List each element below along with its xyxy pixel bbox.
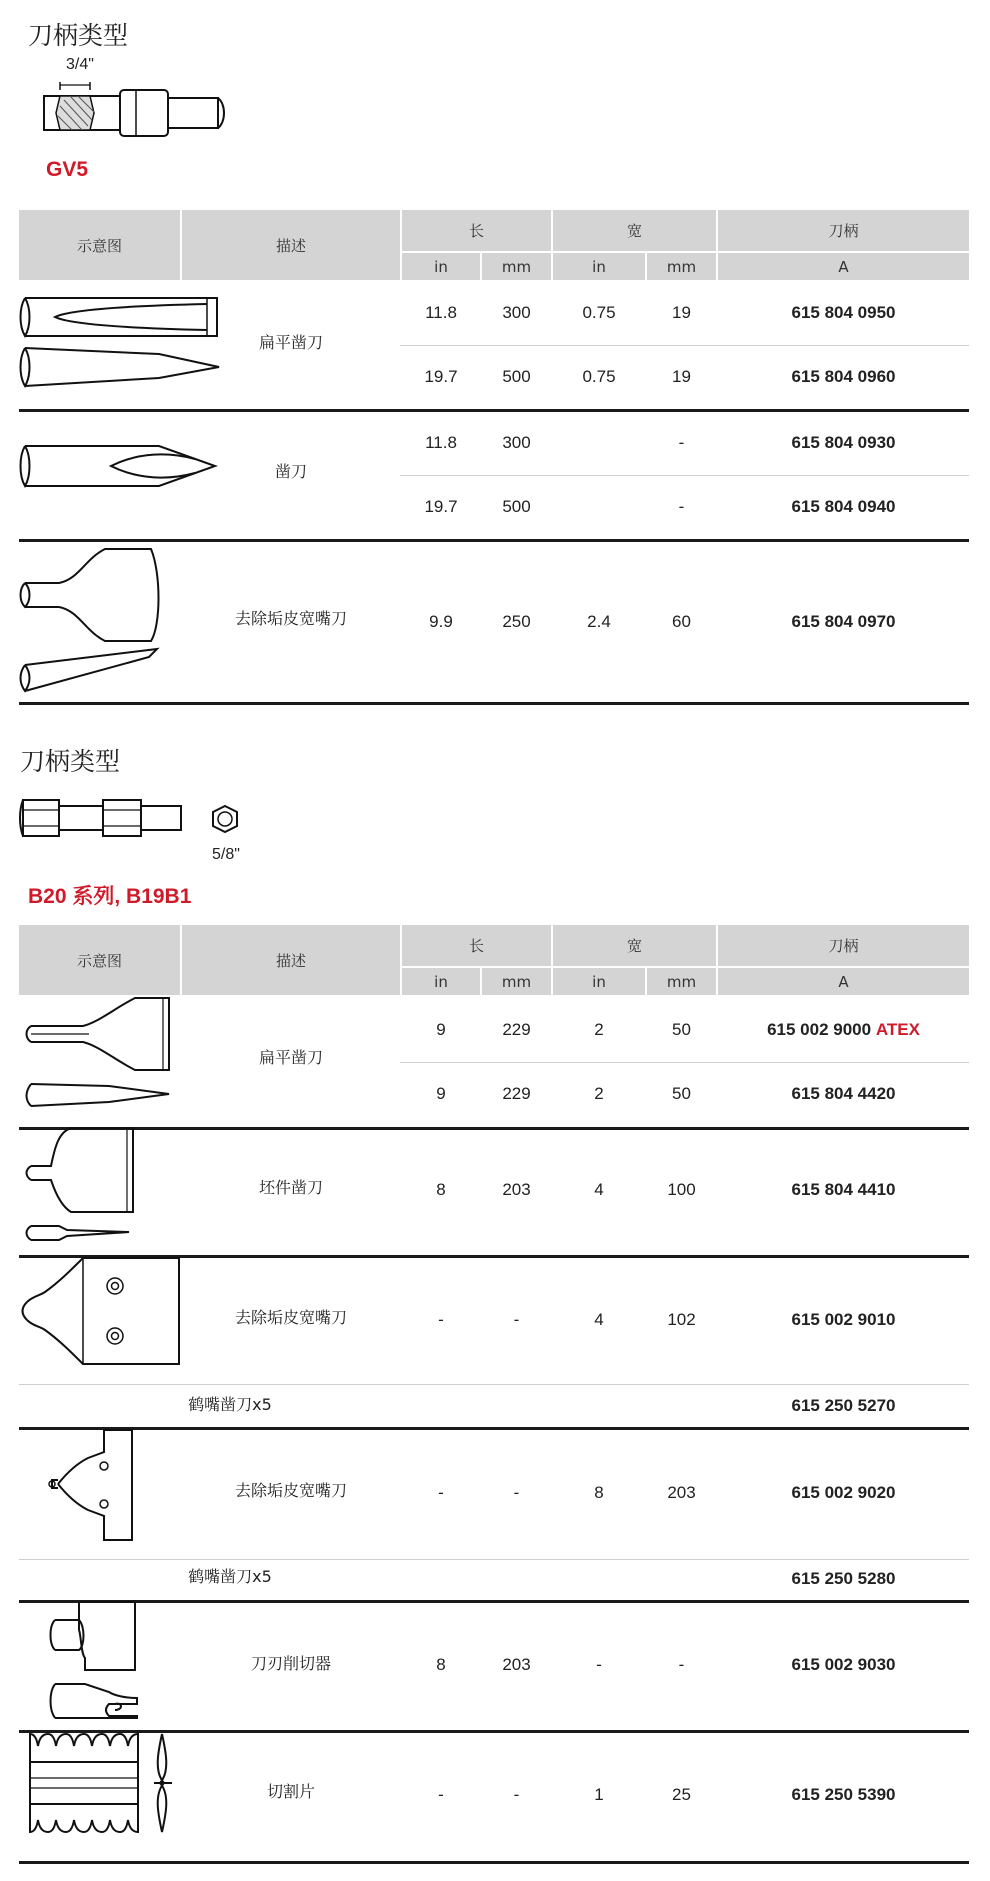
cell-len-mm: - (513, 1785, 520, 1804)
header-width: 宽 (626, 222, 642, 240)
cell-desc: 去除垢皮宽嘴刀 (234, 1480, 347, 1500)
cell-wid-mm: 50 (672, 1084, 691, 1103)
cell-len-in: 19.7 (424, 367, 458, 386)
cell-part: 615 804 4410 (791, 1180, 896, 1199)
row-divider (19, 702, 969, 705)
row-separator (400, 345, 969, 346)
cell-wid-in: 4 (594, 1310, 604, 1329)
header-length-mm-2: mm (501, 972, 532, 991)
cell-wid-mm: 100 (667, 1180, 696, 1199)
cell-len-mm: 300 (502, 303, 531, 322)
row-separator (400, 475, 969, 476)
blank-chisel-illustration (19, 1126, 149, 1246)
header-width-mm: mm (666, 257, 697, 276)
cell-wid-in: 0.75 (582, 303, 616, 322)
cell-wid-mm: - (678, 433, 685, 452)
series-label-b20: B20 系列, B19B1 (28, 885, 192, 908)
cell-part: 615 804 0950 (791, 303, 896, 322)
cell-len-in: 19.7 (424, 497, 458, 516)
cell-part: 615 804 4420 (791, 1084, 896, 1103)
cell-part: 615 804 0940 (791, 497, 896, 516)
header-length-2: 长 (468, 937, 484, 955)
row-separator (19, 1559, 969, 1560)
flat-chisel-illustration-2 (19, 996, 179, 1112)
cell-len-in: - (438, 1483, 444, 1502)
gv5-shank-illustration (38, 76, 228, 142)
cell-part: 615 250 5270 (791, 1396, 896, 1415)
cell-desc: 扁平凿刀 (258, 1047, 323, 1067)
cell-wid-in (553, 428, 645, 458)
cell-len-mm: 250 (502, 612, 531, 631)
cell-len-in: 8 (436, 1180, 446, 1199)
cell-wid-in: 1 (594, 1785, 604, 1804)
cell-wid-mm: - (678, 1655, 685, 1674)
cell-len-in: 11.8 (425, 433, 457, 452)
cell-len-in: 9.9 (429, 612, 453, 631)
cell-part: 615 250 5390 (791, 1785, 896, 1804)
cutting-blade-illustration (24, 1732, 184, 1834)
cell-wid-in (553, 492, 645, 522)
cell-desc: 去除垢皮宽嘴刀 (234, 1307, 347, 1327)
cell-len-mm: 203 (502, 1655, 531, 1674)
cell-part: 615 250 5280 (791, 1569, 896, 1588)
edge-cutter-illustration (19, 1600, 149, 1720)
b20-shank-illustration (19, 796, 249, 846)
section1-title: 刀柄类型 (28, 21, 129, 50)
cell-wid-in: 2 (594, 1084, 604, 1103)
cell-part: 615 002 9010 (791, 1310, 896, 1329)
cell-len-in: 9 (436, 1084, 446, 1103)
cell-wid-mm: 102 (667, 1310, 696, 1329)
header-shank-a-2: A (838, 972, 849, 991)
header-shank-a: A (838, 257, 849, 276)
cell-desc: 凿刀 (274, 461, 307, 481)
header-diagram-2: 示意图 (76, 951, 122, 970)
cell-part (718, 1015, 969, 1045)
scaling-chisel-illustration-3 (48, 1428, 148, 1548)
cell-len-mm: 500 (502, 497, 531, 516)
header-diagram: 示意图 (76, 236, 122, 255)
cell-part: 615 002 9020 (791, 1483, 896, 1502)
flat-chisel-illustration (19, 290, 229, 398)
pointed-chisel-illustration (19, 432, 229, 502)
cell-wid-in: 2.4 (587, 612, 611, 631)
cell-len-mm: - (513, 1483, 520, 1502)
row-divider (19, 539, 969, 542)
cell-part: 615 002 9030 (791, 1655, 896, 1674)
row-divider (19, 1861, 969, 1864)
shank-dimension-label-2: 5/8" (212, 846, 240, 863)
cell-wid-in: 2 (594, 1020, 604, 1039)
header-length-mm: mm (501, 257, 532, 276)
cell-len-mm: 300 (502, 433, 531, 452)
cell-desc: 刀刃削切器 (250, 1653, 331, 1673)
cell-wid-mm: 203 (667, 1483, 696, 1502)
scaling-chisel-illustration-2 (19, 1256, 189, 1372)
part-number: 615 002 9000 (767, 1020, 872, 1039)
scaling-chisel-illustration (19, 545, 169, 697)
header-width-in: in (592, 257, 606, 276)
header-length: 长 (468, 222, 484, 240)
cell-len-in: 11.8 (425, 303, 457, 322)
cell-desc: 鹤嘴凿刀x5 (188, 1566, 272, 1586)
cell-wid-in: 4 (594, 1180, 604, 1199)
header-width-in-2: in (592, 972, 606, 991)
header-shank: 刀柄 (828, 222, 859, 240)
cell-len-in: - (438, 1785, 444, 1804)
cell-wid-in: 0.75 (582, 367, 616, 386)
cell-part: 615 804 0970 (791, 612, 896, 631)
row-divider (19, 1127, 969, 1130)
cell-wid-mm: 19 (672, 367, 691, 386)
cell-desc: 坯件凿刀 (258, 1177, 323, 1197)
cell-part: 615 804 0930 (791, 433, 896, 452)
row-divider (19, 409, 969, 412)
cell-wid-mm: 60 (672, 612, 691, 631)
header-width-mm-2: mm (666, 972, 697, 991)
header-length-in: in (434, 257, 448, 276)
cell-len-in: - (438, 1310, 444, 1329)
cell-len-mm: 203 (502, 1180, 531, 1199)
row-divider (19, 1427, 969, 1430)
cell-len-mm: 229 (502, 1084, 531, 1103)
header-description: 描述 (275, 236, 306, 255)
cell-len-mm: - (513, 1310, 520, 1329)
cell-len-mm: 229 (502, 1020, 531, 1039)
cell-desc: 去除垢皮宽嘴刀 (234, 608, 347, 628)
cell-wid-in: - (596, 1655, 602, 1674)
shank-dimension-label: 3/4" (66, 56, 94, 73)
header-description-2: 描述 (275, 951, 306, 970)
header-length-in-2: in (434, 972, 448, 991)
row-separator (400, 1062, 969, 1063)
series-label-gv5: GV5 (46, 158, 89, 181)
cell-wid-in: 8 (594, 1483, 604, 1502)
cell-wid-mm: 50 (672, 1020, 691, 1039)
cell-wid-mm: - (678, 497, 685, 516)
cell-len-in: 8 (436, 1655, 446, 1674)
cell-len-mm: 500 (502, 367, 531, 386)
row-separator (19, 1384, 969, 1385)
cell-part: 615 804 0960 (791, 367, 896, 386)
header-width-2: 宽 (626, 937, 642, 955)
row-divider (19, 1600, 969, 1603)
section2-title: 刀柄类型 (20, 747, 121, 776)
cell-wid-mm: 25 (672, 1785, 691, 1804)
cell-desc: 扁平凿刀 (258, 332, 323, 352)
cell-desc: 切割片 (266, 1781, 315, 1801)
header-shank-2: 刀柄 (828, 937, 859, 955)
atex-badge: ATEX (875, 1020, 920, 1039)
cell-wid-mm: 19 (672, 303, 691, 322)
cell-desc: 鹤嘴凿刀x5 (188, 1394, 272, 1414)
cell-len-in: 9 (436, 1020, 446, 1039)
